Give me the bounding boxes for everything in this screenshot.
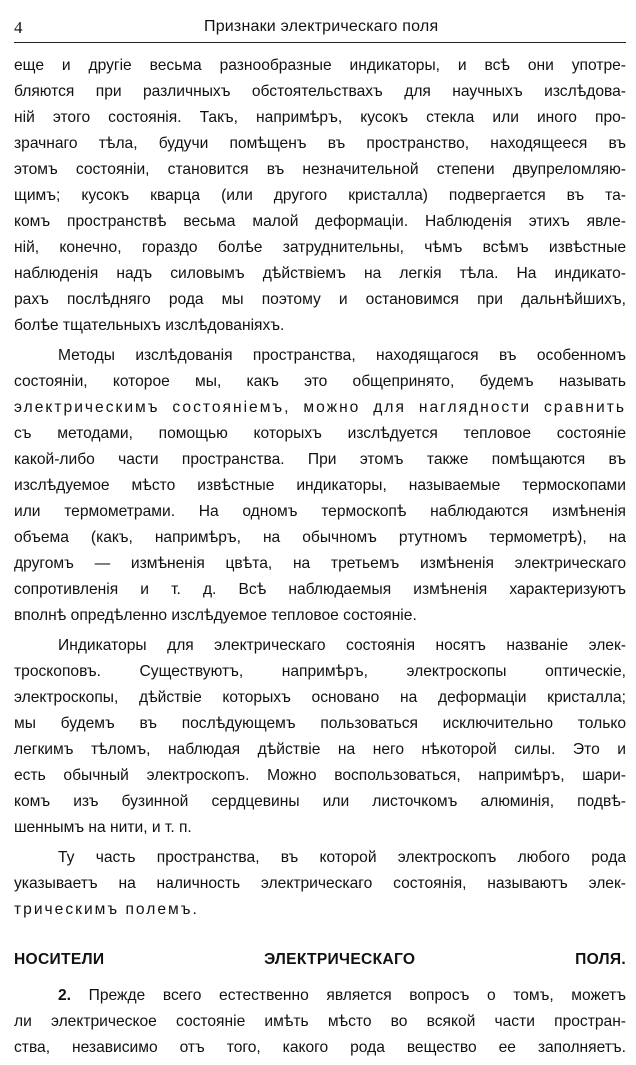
text-line: Ту часть пространства, въ которой электроскопъ любого рода — [58, 849, 626, 866]
running-header — [14, 12, 626, 43]
text-line: ли электрическое состояніе имѣть мѣсто во всякой части простран- — [14, 1013, 626, 1030]
text-line: другомъ — измѣненія цвѣта, на третьемъ измѣненія электрическаго — [14, 555, 626, 572]
text-line: шеннымъ на нити, и т. п. — [14, 819, 192, 836]
running-title: Признаки электрическаго поля — [204, 18, 439, 35]
text-line: ній, конечно, гораздо болѣе затруднительны, чѣмъ всѣмъ извѣстные — [14, 239, 626, 256]
section-number: 2. — [58, 987, 72, 1004]
text-line — [14, 983, 626, 1009]
text-line: сопротивленія и т. д. Всѣ наблюдаемыя измѣненія характеризуютъ — [14, 581, 626, 598]
text-line: мы будемъ въ послѣдующемъ пользоваться исключительно только — [14, 715, 626, 732]
text-line: рахъ послѣдняго рода мы поэтому и остановимся при дальнѣйшихъ, — [14, 291, 626, 308]
text-line: состояніи, которое мы, какъ это общепринято, будемъ называть — [14, 373, 626, 390]
text-line: ній этого состоянія. Такъ, напримѣръ, кусокъ стекла или иного про- — [14, 109, 626, 126]
section-paragraph — [14, 983, 626, 1061]
text-line: наблюденія надъ силовымъ дѣйствіемъ на легкія тѣла. На индикато- — [14, 265, 626, 282]
text-line: объема (какъ, напримѣръ, на обычномъ ртутномъ термометрѣ), на — [14, 529, 626, 546]
text-line: какой-либо части пространства. При этомъ также помѣщаются въ — [14, 451, 626, 468]
text-line: или термометрами. На одномъ термоскопѣ наблюдаются измѣненія — [14, 503, 626, 520]
paragraph-4 — [14, 845, 626, 923]
section-title: НОСИТЕЛИ ЭЛЕКТРИЧЕСКАГО ПОЛЯ. — [14, 951, 626, 968]
text-line: ства, независимо отъ того, какого рода вещество ее заполняетъ. — [14, 1039, 626, 1056]
text-line: болѣе тщательныхъ изслѣдованіяхъ. — [14, 317, 285, 334]
text-line: этомъ состояніи, становится въ незначительной степени двупреломляю- — [14, 161, 626, 178]
text-line: есть обычный электроскопъ. Можно воспользоваться, напримѣръ, шари- — [14, 767, 626, 784]
text-line: бляются при различныхъ обстоятельствахъ для научныхъ изслѣдова- — [14, 83, 626, 100]
text-line: щимъ; кусокъ кварца (или другого кристалла) подвергается въ та- — [14, 187, 626, 204]
text-line: еще и другіе весьма разнообразные индикаторы, и всѣ они употре- — [14, 57, 626, 74]
text-line: комъ изъ бузинной сердцевины или листочкомъ алюминія, подвѣ- — [14, 793, 626, 810]
text-line: зрачнаго тѣла, будучи помѣщенъ въ пространство, находящееся въ — [14, 135, 626, 152]
text-line: трическимъ полемъ. — [14, 901, 199, 918]
text-line: Индикаторы для электрическаго состоянія носятъ названіе элек- — [58, 637, 626, 654]
text-line: троскоповъ. Существуютъ, напримѣръ, электроскопы оптическіе, — [14, 663, 626, 680]
text-line: Методы изслѣдованія пространства, находящагося въ особенномъ — [58, 347, 626, 364]
paragraph-1 — [14, 53, 626, 339]
section-line-text: Прежде всего естественно является вопросъ о томъ, можетъ — [88, 987, 626, 1004]
page-number: 4 — [14, 18, 23, 37]
paragraph-2 — [14, 343, 626, 629]
page — [14, 12, 626, 1065]
body-text — [14, 53, 626, 1061]
paragraph-3 — [14, 633, 626, 841]
text-line: вполнѣ опредѣленно изслѣдуемое тепловое состояніе. — [14, 607, 417, 624]
text-line: комъ пространствѣ весьма малой деформаціи. Наблюденія этихъ явле- — [14, 213, 626, 230]
text-line: изслѣдуемое мѣсто извѣстные индикаторы, называемые термоскопами — [14, 477, 626, 494]
text-line: съ методами, помощью которыхъ изслѣдуется тепловое состояніе — [14, 425, 626, 442]
text-line: электроскопы, дѣйствіе которыхъ основано на деформаціи кристалла; — [14, 689, 626, 706]
text-line: легкимъ тѣломъ, наблюдая дѣйствіе на него нѣкоторой силы. Это и — [14, 741, 626, 758]
text-line: электрическимъ состояніемъ, можно для наглядности сравнить — [14, 399, 626, 416]
text-line: указываетъ на наличность электрическаго состоянія, называютъ элек- — [14, 875, 626, 892]
